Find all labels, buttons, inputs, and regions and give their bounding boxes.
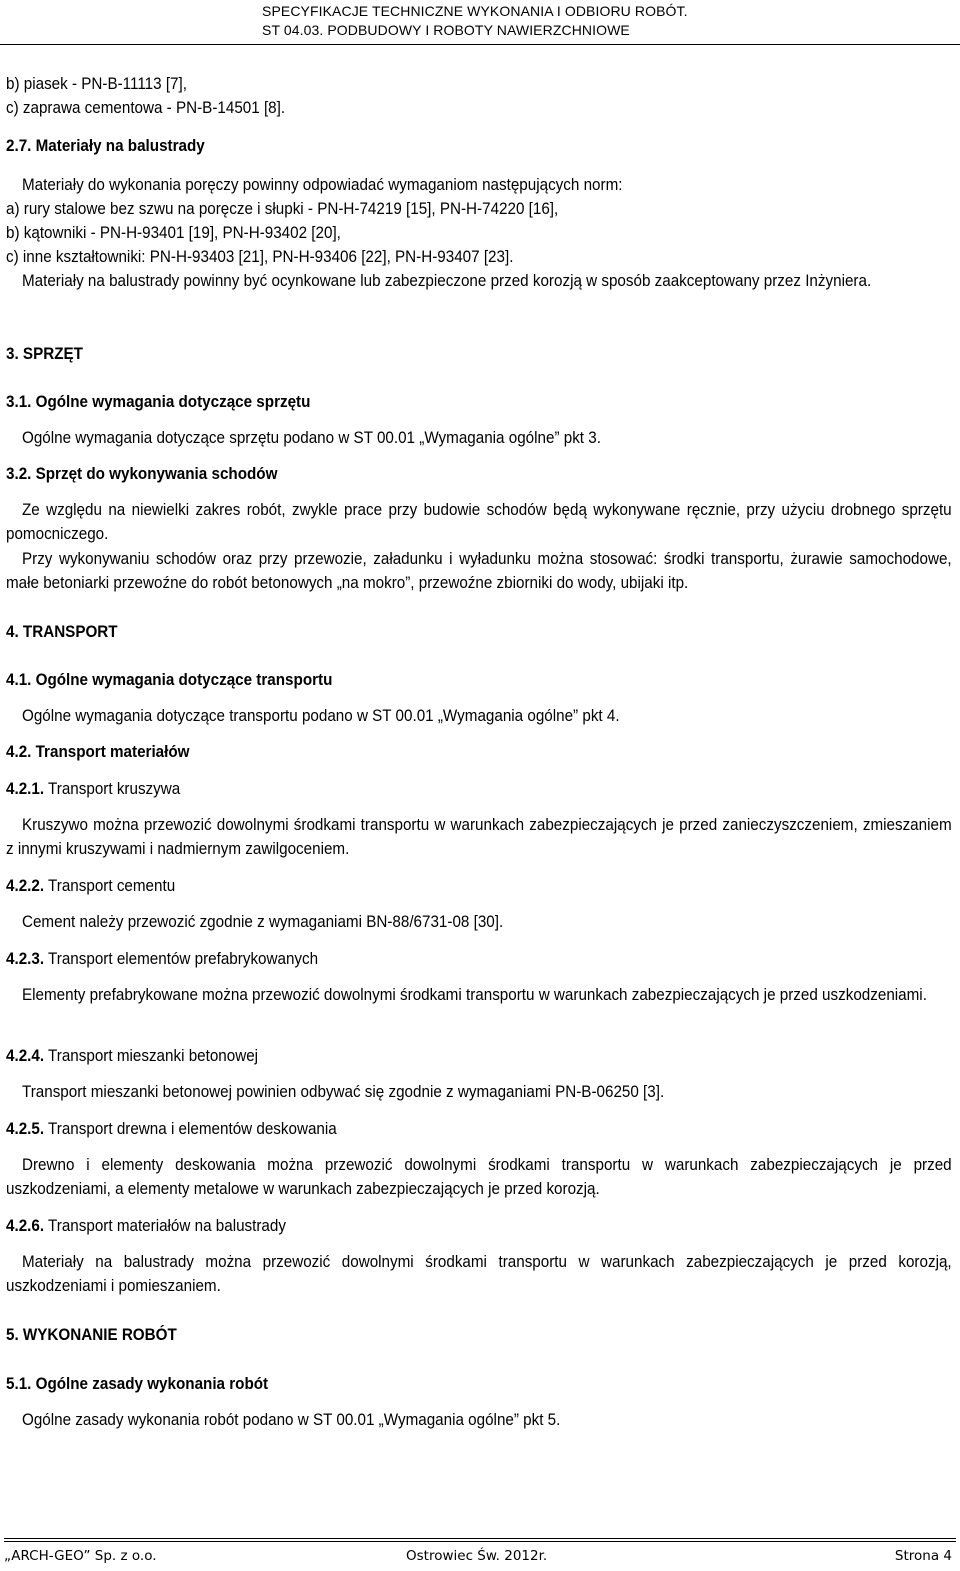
list-item-piasek: b) piasek - PN-B-11113 [7],: [6, 75, 187, 93]
header-subtitle: ST 04.03. PODBUDOWY I ROBOTY NAWIERZCHNIOWE: [262, 22, 630, 38]
section-heading-5-1: 5.1. Ogólne zasady wykonania robót: [6, 1375, 269, 1393]
header-rule: [0, 44, 960, 45]
subsection-title: Transport mieszanki betonowej: [44, 1047, 259, 1065]
subsection-title: Transport cementu: [44, 877, 176, 895]
list-item-zaprawa: c) zaprawa cementowa - PN-B-14501 [8].: [6, 99, 286, 117]
paragraph-3-2-b: Przy wykonywaniu schodów oraz przy przewozie, załadunku i wyładunku można stosować: środki transportu, żurawie samochodowe, małe betoniarki przewoźne do robót betonowych „na mokro”, przewoźne zbiorniki do wody, ubijaki itp.: [6, 550, 952, 592]
footer-place-date: Ostrowiec Św. 2012r.: [406, 1548, 548, 1564]
section-heading-4-2: 4.2. Transport materiałów: [6, 743, 190, 761]
subsection-heading-4-2-5: [6, 1117, 337, 1141]
section-heading-4-1: 4.1. Ogólne wymagania dotyczące transportu: [6, 671, 333, 689]
paragraph-3-1: Ogólne wymagania dotyczące sprzętu podano w ST 00.01 „Wymagania ogólne” pkt 3.: [21, 429, 601, 447]
section-heading-5: 5. WYKONANIE ROBÓT: [6, 1326, 177, 1344]
subsection-heading-4-2-3: [6, 947, 318, 971]
list-item-2-7-a: a) rury stalowe bez szwu na poręcze i słupki - PN-H-74219 [15], PN-H-74220 [16],: [6, 200, 559, 218]
footer-rule: [4, 1538, 956, 1539]
footer-company: „ARCH-GEO” Sp. z o.o.: [4, 1548, 157, 1564]
section-heading-3-2: 3.2. Sprzęt do wykonywania schodów: [6, 465, 278, 483]
subsection-title: Transport materiałów na balustrady: [44, 1217, 286, 1235]
section-heading-2-7: 2.7. Materiały na balustrady: [6, 137, 205, 155]
subsection-number: 4.2.5.: [6, 1120, 45, 1138]
section-heading-3: 3. SPRZĘT: [6, 345, 83, 363]
paragraph-5-1: Ogólne zasady wykonania robót podano w ST 00.01 „Wymagania ogólne” pkt 5.: [21, 1411, 561, 1429]
subsection-number: 4.2.3.: [6, 950, 45, 968]
paragraph-4-1: Ogólne wymagania dotyczące transportu podano w ST 00.01 „Wymagania ogólne” pkt 4.: [21, 707, 620, 725]
subsection-heading-4-2-2: [6, 874, 175, 898]
subsection-number: 4.2.6.: [6, 1217, 45, 1235]
header-title: SPECYFIKACJE TECHNICZNE WYKONANIA I ODBIORU ROBÓT.: [262, 3, 688, 19]
paragraph-4-2-1: Kruszywo można przewozić dowolnymi środkami transportu w warunkach zabezpieczających je przed zanieczyszczeniem, zmieszaniem z innymi kruszywami i nadmiernym zawilgoceniem.: [6, 816, 952, 858]
section-heading-4: 4. TRANSPORT: [6, 623, 118, 641]
paragraph-4-2-2: Cement należy przewozić zgodnie z wymaganiami BN-88/6731-08 [30].: [21, 913, 504, 931]
subsection-heading-4-2-6: [6, 1214, 286, 1238]
subsection-heading-4-2-1: [6, 777, 180, 801]
page-header: [0, 0, 960, 44]
subsection-number: 4.2.2.: [6, 877, 45, 895]
paragraph-3-2-a: Ze względu na niewielki zakres robót, zwykle prace przy budowie schodów będą wykonywane ręcznie, przy użyciu drobnego sprzętu pomocniczego.: [6, 501, 952, 543]
list-item-2-7-b: b) kątowniki - PN-H-93401 [19], PN-H-93402 [20],: [6, 224, 341, 242]
list-item-2-7-c: c) inne kształtowniki: PN-H-93403 [21], PN-H-93406 [22], PN-H-93407 [23].: [6, 248, 514, 266]
paragraph-4-2-6: Materiały na balustrady można przewozić dowolnymi środkami transportu w warunkach zabezpieczających je przed korozją, uszkodzeniami i pomieszaniem.: [6, 1253, 952, 1295]
subsection-number: 4.2.4.: [6, 1047, 45, 1065]
subsection-heading-4-2-4: [6, 1044, 258, 1068]
section-heading-3-1: 3.1. Ogólne wymagania dotyczące sprzętu: [6, 393, 311, 411]
paragraph-2-7-intro: Materiały do wykonania poręczy powinny odpowiadać wymaganiom następujących norm:: [21, 176, 623, 194]
page-footer: [0, 1536, 960, 1571]
paragraph-4-2-3: Elementy prefabrykowane można przewozić dowolnymi środkami transportu w warunkach zabezpieczających je przed uszkodzeniami.: [21, 986, 927, 1004]
paragraph-4-2-4: Transport mieszanki betonowej powinien odbywać się zgodnie z wymaganiami PN-B-06250 [3].: [21, 1083, 665, 1101]
paragraph-4-2-5: Drewno i elementy deskowania można przewozić dowolnymi środkami transportu w warunkach zabezpieczających je przed uszkodzeniami, a elementy metalowe w warunkach zabezpieczających je przed korozją.: [6, 1156, 952, 1198]
footer-rule: [4, 1541, 956, 1542]
subsection-number: 4.2.1.: [6, 780, 45, 798]
footer-page-number: Strona 4: [894, 1548, 952, 1564]
paragraph-2-7-note: Materiały na balustrady powinny być ocynkowane lub zabezpieczone przed korozją w sposób zaakceptowany przez Inżyniera.: [21, 272, 872, 290]
subsection-title: Transport drewna i elementów deskowania: [44, 1120, 337, 1138]
subsection-title: Transport elementów prefabrykowanych: [44, 950, 319, 968]
subsection-title: Transport kruszywa: [44, 780, 181, 798]
